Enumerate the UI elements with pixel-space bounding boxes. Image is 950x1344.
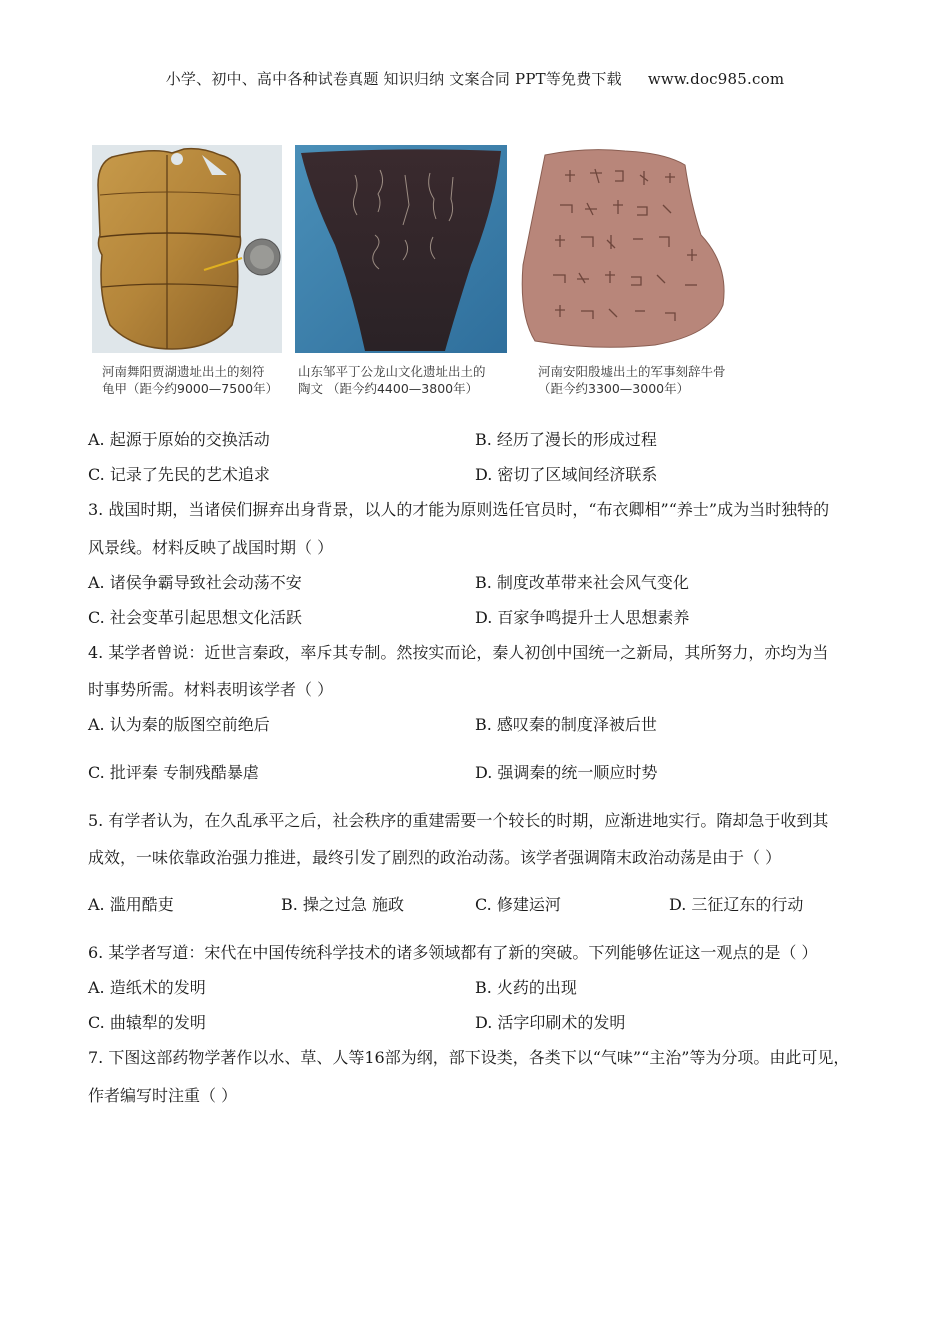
q4-stem-line2: 时事势所需。材料表明该学者（ ） [88, 680, 334, 699]
q4-option-c: C. 批评秦 专制残酷暴虐 [88, 763, 259, 782]
q4-option-d: D. 强调秦的统一顺应时势 [475, 763, 658, 782]
q5-option-a: A. 滥用酷吏 [88, 895, 174, 914]
q3-option-a: A. 诸侯争霸导致社会动荡不安 [88, 573, 302, 592]
caption-line: 龟甲（距今约9000—7500年） [102, 381, 279, 396]
q3-option-b: B. 制度改革带来社会风气变化 [475, 573, 689, 592]
q7-stem-line1: 7. 下图这部药物学著作以水、草、人等16部为纲，部下设类，各类下以“气味”“主治”等为分项。由此可见， [88, 1048, 850, 1067]
page-header [0, 68, 950, 89]
q5-option-d: D. 三征辽东的行动 [669, 895, 804, 914]
q5-stem-line1: 5. 有学者认为，在久乱承平之后，社会秩序的重建需要一个较长的时期，应渐进地实行。隋却急于收到其 [88, 811, 829, 830]
q2-option-b: B. 经历了漫长的形成过程 [475, 430, 657, 449]
q3-stem-line1: 3. 战国时期，当诸侯们摒弃出身背景，以人的才能为原则选任官员时，“布衣卿相”“养士”成为当时独特的 [88, 500, 830, 519]
tortoise-shell-image [92, 145, 282, 353]
q5-option-c: C. 修建运河 [475, 895, 561, 914]
q5-stem-line2: 成效，一味依靠政治强力推进，最终引发了剧烈的政治动荡。该学者强调隋末政治动荡是由于（ ） [88, 848, 782, 867]
q6-stem-line1: 6. 某学者写道：宋代在中国传统科学技术的诸多领域都有了新的突破。下列能够佐证这一观点的是（ ） [88, 943, 818, 962]
q3-option-d: D. 百家争鸣提升士人思想素养 [475, 608, 690, 627]
q6-option-a: A. 造纸术的发明 [88, 978, 206, 997]
q4-option-b: B. 感叹秦的制度泽被后世 [475, 715, 657, 734]
q3-stem-line2: 风景线。材料反映了战国时期（ ） [88, 538, 334, 557]
header-url: www.doc985.com [647, 70, 785, 88]
q2-option-d: D. 密切了区域间经济联系 [475, 465, 658, 484]
oracle-bone-image [515, 145, 733, 353]
caption-line: 山东邹平丁公龙山文化遗址出土的 [298, 364, 486, 379]
caption-line: 河南安阳殷墟出土的军事刻辞牛骨 [538, 364, 726, 379]
pottery-shard-image [295, 145, 507, 353]
caption-line: （距今约3300—3000年） [538, 381, 690, 396]
figure-caption-2 [298, 363, 486, 397]
q6-option-d: D. 活字印刷术的发明 [475, 1013, 626, 1032]
q6-option-b: B. 火药的出现 [475, 978, 577, 997]
figure-caption-1 [102, 363, 278, 397]
q4-option-a: A. 认为秦的版图空前绝后 [88, 715, 270, 734]
q5-option-b: B. 操之过急 施政 [281, 895, 405, 914]
caption-line: 河南舞阳贾湖遗址出土的刻符 [102, 364, 265, 379]
q3-option-c: C. 社会变革引起思想文化活跃 [88, 608, 302, 627]
q2-option-a: A. 起源于原始的交换活动 [88, 430, 270, 449]
q2-option-c: C. 记录了先民的艺术追求 [88, 465, 270, 484]
caption-line: 陶文 （距今约4400—3800年） [298, 381, 479, 396]
q7-stem-line2: 作者编写时注重（ ） [88, 1086, 238, 1105]
figure-strip [92, 145, 752, 395]
figure-caption-3 [538, 363, 726, 397]
q4-stem-line1: 4. 某学者曾说：近世言秦政，率斥其专制。然按实而论，秦人初创中国统一之新局，其所努力，亦均为当 [88, 643, 829, 662]
header-text: 小学、初中、高中各种试卷真题 知识归纳 文案合同 PPT等免费下载 [165, 70, 622, 88]
q6-option-c: C. 曲辕犁的发明 [88, 1013, 206, 1032]
